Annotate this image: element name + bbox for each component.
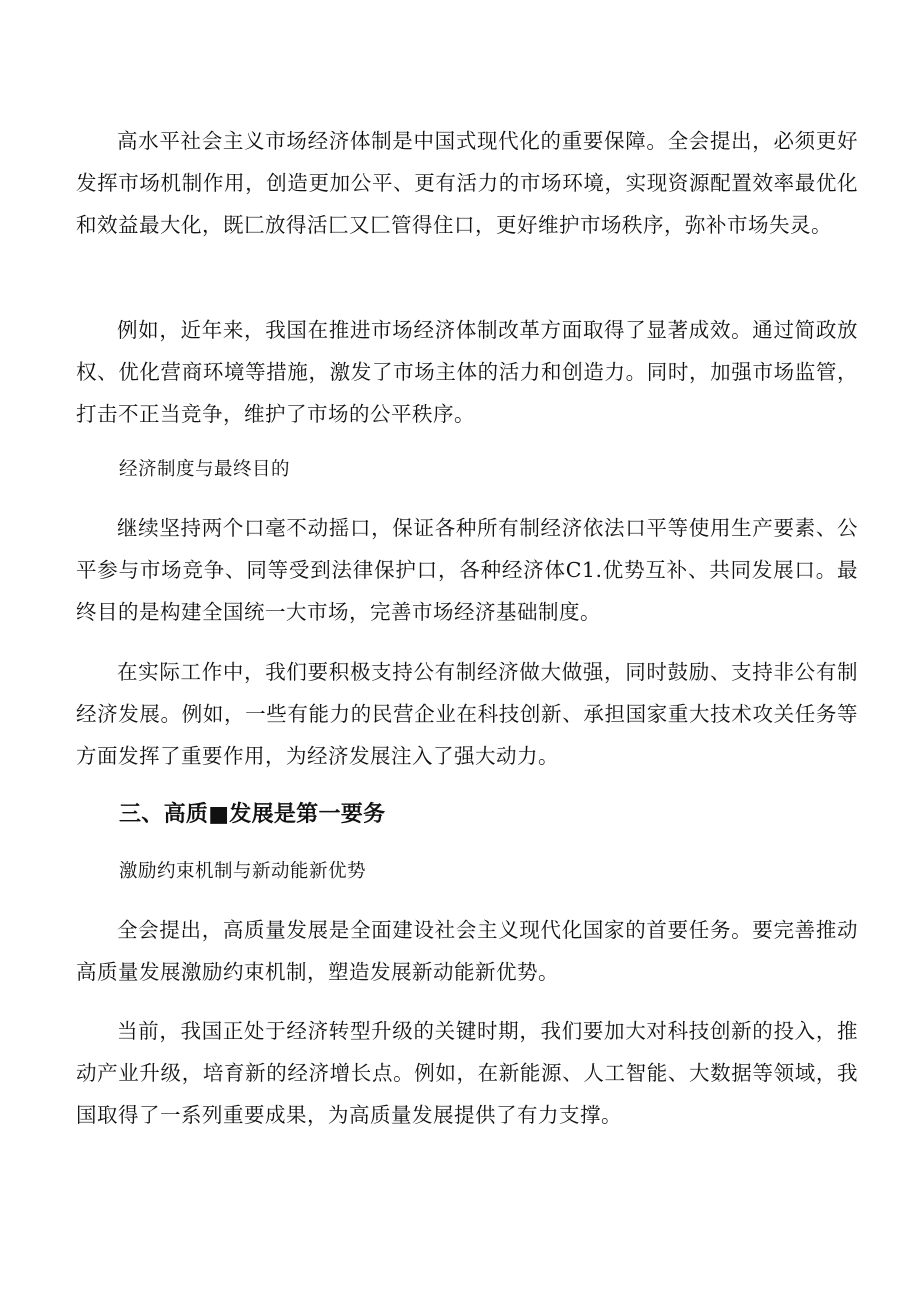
paragraph-reform-example: 例如，近年来，我国在推进市场经济体制改革方面取得了显著成效。通过简政放权、优化营商环境等措施，激发了市场主体的活力和创造力。同时，加强市场监管，打击不正当竞争，维护了市场的公平秩序。 [76, 318, 858, 426]
paragraph-ownership: 继续坚持两个口毫不动摇口，保证各种所有制经济依法口平等使用生产要素、公平参与市场竞争、同等受到法律保护口，各种经济体C1.优势互补、共同发展口。最终目的是构建全国统一大市场，完善市场经济基础制度。 [76, 516, 858, 624]
paragraph-practical-work: 在实际工作中，我们要积极支持公有制经济做大做强，同时鼓励、支持非公有制经济发展。例如，一些有能力的民营企业在科技创新、承担国家重大技术攻关任务等方面发挥了重要作用，为经济发展注入了强大动力。 [76, 660, 858, 768]
paragraph-high-quality: 全会提出，高质量发展是全面建设社会主义现代化国家的首要任务。要完善推动高质量发展激励约束机制，塑造发展新动能新优势。 [76, 918, 858, 984]
section-heading-3: 三、高质■发展是第一要务 [119, 802, 386, 827]
subheading-economic-system: 经济制度与最终目的 [119, 459, 291, 480]
paragraph-transformation: 当前，我国正处于经济转型升级的关键时期，我们要加大对科技创新的投入，推动产业升级，培育新的经济增长点。例如，在新能源、人工智能、大数据等领域，我国取得了一系列重要成果，为高质量发展提供了有力支撑。 [76, 1019, 858, 1127]
subheading-incentive: 激励约束机制与新动能新优势 [119, 861, 367, 882]
paragraph-market-economy: 高水平社会主义市场经济体制是中国式现代化的重要保障。全会提出，必须更好发挥市场机制作用，创造更加公平、更有活力的市场环境，实现资源配置效率最优化和效益最大化，既匚放得活匚又匚管得住口，更好维护市场秩序，弥补市场失灵。 [76, 129, 858, 237]
